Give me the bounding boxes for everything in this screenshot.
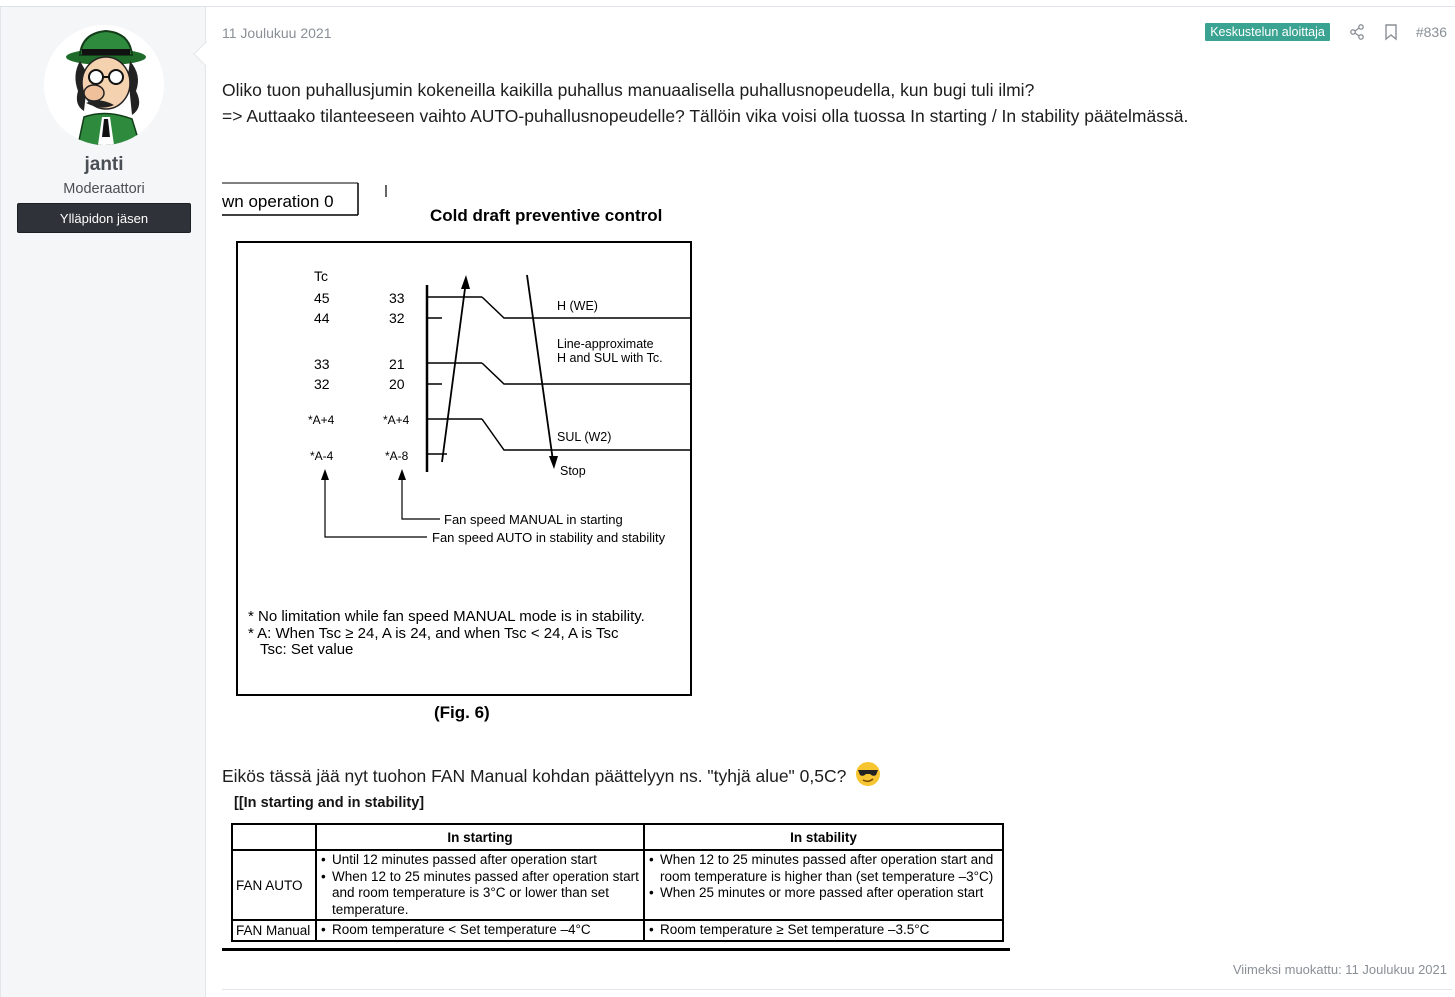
table-row bbox=[232, 920, 1003, 941]
row-label: FAN AUTO bbox=[232, 850, 316, 920]
cold-draft-figure[interactable] bbox=[222, 177, 702, 732]
user-banner: Ylläpidon jäsen bbox=[17, 203, 191, 233]
col2-value: 20 bbox=[389, 376, 405, 392]
cell-bullet: • Room temperature < Set temperature –4°C bbox=[320, 922, 640, 939]
figure-caption: (Fig. 6) bbox=[434, 703, 490, 722]
post-tools bbox=[1205, 23, 1447, 41]
table-header: In starting bbox=[316, 824, 644, 850]
paragraph-2-text: Eikös tässä jää nyt tuohon FAN Manual kohdan päättelyyn ns. "tyhjä alue" 0,5C? bbox=[222, 766, 847, 786]
figure-title: Cold draft preventive control bbox=[430, 206, 663, 225]
share-icon[interactable] bbox=[1348, 23, 1366, 41]
row-label: FAN Manual bbox=[232, 920, 316, 941]
cell-bullet: • Until 12 minutes passed after operation start bbox=[320, 852, 640, 869]
col2-value: 32 bbox=[389, 310, 405, 326]
post-main bbox=[222, 7, 1452, 997]
table-cell bbox=[316, 920, 644, 941]
col1-value: 33 bbox=[314, 356, 330, 372]
post-footer-divider bbox=[222, 989, 1452, 990]
spec-table-title: [[In starting and in stability] bbox=[234, 795, 425, 811]
cell-bullet: • When 12 to 25 minutes passed after operation start and room temperature is 3°C or lower than set temperature. bbox=[320, 869, 640, 919]
table-corner-cell bbox=[232, 824, 316, 850]
figure-approx-label-2: H and SUL with Tc. bbox=[557, 351, 663, 365]
spec-table bbox=[231, 823, 1004, 942]
user-sidebar bbox=[0, 7, 206, 997]
table-cell bbox=[644, 850, 1003, 920]
post-paragraph-2 bbox=[222, 761, 881, 789]
thread-starter-badge: Keskustelun aloittaja bbox=[1205, 23, 1330, 41]
post-number[interactable]: #836 bbox=[1415, 24, 1447, 40]
table-cell bbox=[644, 920, 1003, 941]
post-paragraph-1 bbox=[222, 77, 1188, 129]
figure-note-3: Tsc: Set value bbox=[260, 641, 354, 658]
figure-approx-label-1: Line-approximate bbox=[557, 337, 654, 351]
cell-bullet: • When 25 minutes or more passed after operation start bbox=[648, 885, 999, 902]
spec-table-wrapper bbox=[222, 795, 1012, 938]
avatar[interactable] bbox=[44, 25, 164, 145]
table-header: In stability bbox=[644, 824, 1003, 850]
col2-value: 21 bbox=[389, 356, 405, 372]
figure-h-label: H (WE) bbox=[557, 299, 598, 313]
sunglasses-emoji-icon bbox=[855, 761, 881, 787]
table-underline bbox=[222, 948, 1010, 951]
figure-sul-label: SUL (W2) bbox=[557, 430, 612, 444]
col2-value: 33 bbox=[389, 290, 405, 306]
col1-value: 45 bbox=[314, 290, 330, 306]
col2-value: *A+4 bbox=[383, 413, 410, 427]
figure-note-2: * A: When Tsc ≥ 24, A is 24, and when Tsc < 24, A is Tsc bbox=[248, 625, 619, 642]
figure-stop-label: Stop bbox=[560, 464, 586, 478]
table-cell bbox=[316, 850, 644, 920]
username[interactable]: janti bbox=[84, 154, 124, 175]
figure-note-1: * No limitation while fan speed MANUAL mode is in stability. bbox=[248, 608, 645, 625]
figure-tc-label: Tc bbox=[314, 268, 328, 284]
table-row bbox=[232, 850, 1003, 920]
paragraph-1-line-2: => Auttaako tilanteeseen vaihto AUTO-puhallusnopeudelle? Tällöin vika voisi olla tuossa In starting / In stability päätelmässä. bbox=[222, 106, 1189, 126]
col1-value: *A-4 bbox=[310, 449, 334, 463]
col1-value: 44 bbox=[314, 310, 330, 326]
bookmark-icon[interactable] bbox=[1382, 23, 1400, 41]
last-edited: Viimeksi muokattu: 11 Joulukuu 2021 bbox=[1232, 962, 1447, 977]
cell-bullet: • Room temperature ≥ Set temperature –3.5°C bbox=[648, 922, 999, 939]
post-date[interactable]: 11 Joulukuu 2021 bbox=[222, 25, 332, 41]
cell-bullet: • When 12 to 25 minutes passed after operation start and room temperature is higher than (set temperature –3°C) bbox=[648, 852, 999, 885]
figure-fan-manual-label: Fan speed MANUAL in starting bbox=[444, 512, 623, 527]
col1-value: *A+4 bbox=[308, 413, 335, 427]
paragraph-1-line-1: Oliko tuon puhallusjumin kokeneilla kaikilla puhallus manuaalisella puhallusnopeudella, kun bugi tuli ilmi? bbox=[222, 80, 1035, 100]
post-container bbox=[0, 6, 1455, 997]
user-title: Moderaattori bbox=[63, 181, 145, 197]
col1-value: 32 bbox=[314, 376, 330, 392]
figure-fan-auto-label: Fan speed AUTO in stability and stability bbox=[432, 530, 666, 545]
figure-fragment-text: wn operation 0 bbox=[222, 192, 334, 211]
col2-value: *A-8 bbox=[385, 449, 409, 463]
